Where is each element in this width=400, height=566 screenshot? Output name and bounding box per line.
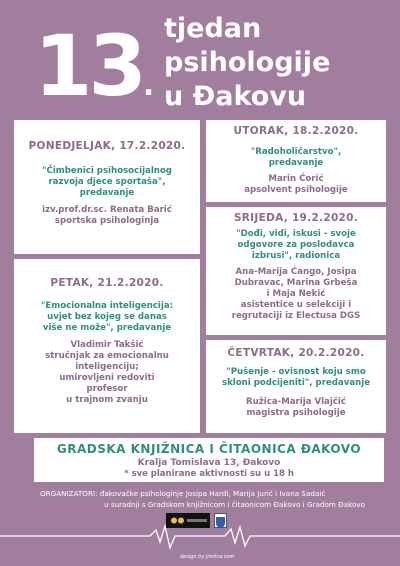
speaker-role: inteligenciju; — [75, 362, 139, 372]
lecture-title: "Čimbenici psihosocijalnog — [42, 166, 172, 176]
day-heading: ČETVRTAK, 20.2.2020. — [227, 347, 365, 359]
lecture-title: "Dođi, vidi, iskusi - svoje — [236, 229, 356, 239]
speaker-role: umirovljeni redoviti — [59, 373, 155, 383]
title-line-1: tjedan — [164, 13, 262, 44]
speaker-name: Ružica-Marija Vlajčić — [246, 397, 346, 407]
lecture-type: izbrusi", radionica — [251, 251, 341, 261]
card-monday — [14, 120, 200, 254]
speaker-name: Ana-Marija Ćango, Josipa — [235, 267, 357, 277]
speaker-role: stručnjak za emocionalnu — [45, 351, 169, 361]
lecture-type: predavanje — [268, 158, 324, 168]
organizers-line-2: u suradnji s Gradskom knjižnicom i čitaonicom Đakovo i Gradom Đakovo — [104, 500, 366, 509]
day-heading: SRIJEDA, 19.2.2020. — [233, 212, 359, 224]
title-line-2: psihologije — [164, 47, 331, 78]
day-heading: PETAK, 21.2.2020. — [50, 277, 164, 289]
speaker-role: profesor — [86, 384, 128, 394]
speaker-role: magistra psihologije — [246, 408, 346, 418]
lecture-title: "Pušenje - ovisnost koju smo — [226, 367, 366, 377]
venue-name: GRADSKA KNJIŽNICA I ČITAONICA ĐAKOVO — [56, 442, 362, 456]
time-note: * sve planirane aktivnosti su u 18 h — [124, 469, 294, 479]
lecture-title: razvoja djece sportaša", — [48, 177, 166, 187]
card-thursday — [206, 340, 386, 433]
lecture-type: više ne može", predavanje — [42, 323, 172, 333]
speaker-role: regrutaciji iz Electusa DGS — [231, 311, 361, 321]
speaker-role: apsolvent psihologije — [244, 185, 348, 195]
speaker-name: i Maja Nekić — [266, 289, 326, 299]
day-heading: UTORAK, 18.2.2020. — [233, 125, 359, 137]
speaker-name: Marin Ćorić — [268, 174, 324, 184]
lecture-title: odgovore za poslodavca — [237, 240, 355, 250]
speaker-name: Vladimir Takšić — [70, 340, 144, 350]
lecture-title: "Emocionalna inteligencija: — [40, 301, 174, 311]
venue-address: Kralja Tomislava 13, Đakovo — [137, 458, 281, 468]
day-heading: PONEDJELJAK, 17.2.2020. — [28, 140, 186, 152]
lecture-title: uvjet bez kojeg se danas — [47, 312, 167, 322]
speaker-name: Dubravac, Marina Grbeša — [234, 278, 358, 288]
edition-number: 13. — [34, 17, 155, 115]
lecture-title: "Radoholičarstvo", — [250, 147, 342, 157]
speaker-role: u trajnom zvanju — [66, 395, 148, 405]
heartbeat-line-icon — [0, 524, 400, 554]
title-line-3: u Đakovu — [164, 81, 307, 112]
speaker-name: izv.prof.dr.sc. Renata Barić — [42, 205, 172, 215]
lecture-type: skloni podcijeniti", predavanje — [221, 378, 371, 388]
lecture-type: predavanje — [79, 188, 135, 198]
card-tuesday — [206, 120, 386, 202]
card-wednesday — [206, 207, 386, 335]
speaker-role: asistentice u selekciji i — [240, 300, 352, 310]
design-credit: design by jimlica.com — [180, 554, 235, 560]
venue-box — [34, 438, 384, 482]
speaker-role: sportska psihologinja — [54, 216, 160, 226]
card-friday — [14, 259, 200, 433]
organizers-line-1: ORGANIZATORI: đakovačke psihologinje Josipa Hardi, Marija Jurić i Ivana Sadaić — [40, 489, 326, 498]
